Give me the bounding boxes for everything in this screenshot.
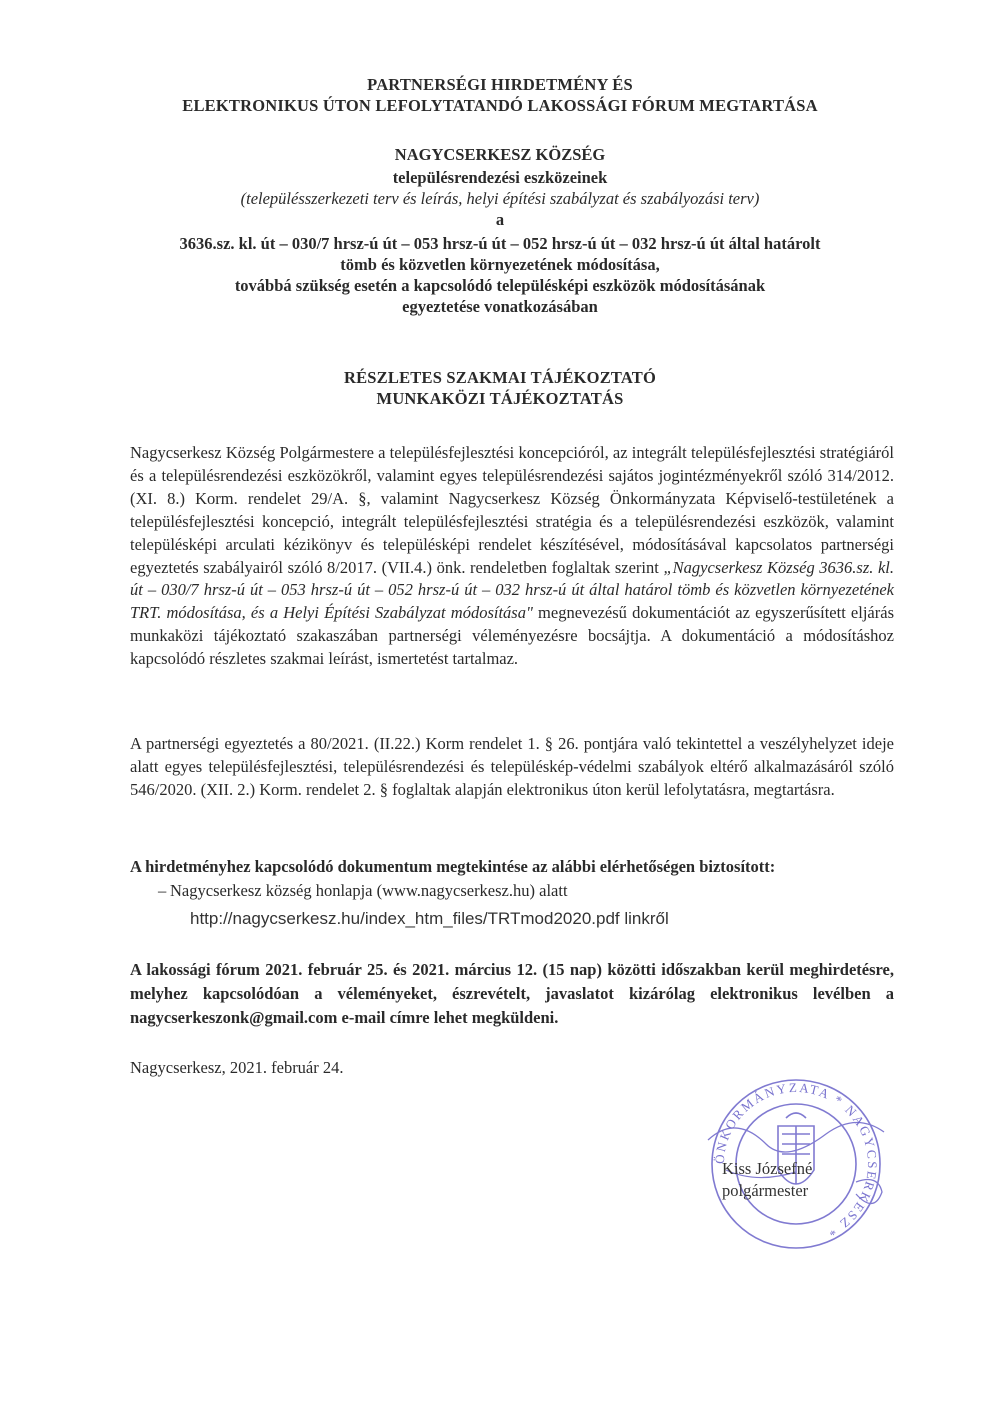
stamp-text: ÖNKORMÁNYZATA * NAGYCSERKESZ *	[711, 1079, 881, 1241]
document-title	[0, 74, 1000, 116]
main-paragraph-text-b: megnevezésű dokumentációt az egyszerűsített eljárás munkaközi tájékoztató szakaszában partnerségi véleményezésre bocsájtja. A dokumentáció a módosításhoz kapcsolódó részletes szakmai leírást, ismertetést tartalmaz.	[130, 603, 894, 669]
title-line-2: ELEKTRONIKUS ÚTON LEFOLYTATANDÓ LAKOSSÁGI FÓRUM MEGTARTÁSA	[182, 96, 818, 115]
subject-line-3: továbbá szükség esetén a kapcsolódó településképi eszközök módosításának	[234, 276, 766, 295]
signer-name: Kiss Józsefné	[722, 1159, 813, 1178]
main-paragraph	[130, 442, 894, 671]
document-access-item	[130, 880, 894, 902]
subject-block	[0, 144, 1000, 317]
main-paragraph-italic: „Nagycserkesz Község 3636.sz. kl. út – 030/7 hrsz-ú út – 053 hrsz-ú út – 052 hrsz-ú út – 032 hrsz-ú út által határol tömb és közvetlen környezetének TRT. módosítása, és a Helyi Építési Szabályzat módosítása"	[130, 557, 895, 623]
document-link[interactable]: http://nagycserkesz.hu/index_htm_files/TRTmod2020.pdf linkről	[190, 909, 669, 928]
info-line-2: MUNKAKÖZI TÁJÉKOZTATÁS	[376, 389, 624, 408]
tools-detail: (településszerkezeti terv és leírás, helyi építési szabályzat és szabályozási terv)	[240, 189, 760, 208]
legal-paragraph: A partnerségi egyeztetés a 80/2021. (II.22.) Korm rendelet 1. § 26. pontjára való tekintettel a veszélyhelyzet ideje alatt egyes településfejlesztési, településrendezési és településkép-védelmi szabályok eltérő alkalmazásáról szóló 546/2020. (XII. 2.) Korm. rendelet 2. § foglaltak alapján elektronikus úton kerül lefolytatásra, megtartásra.	[130, 734, 894, 799]
document-access-item-text: Nagycserkesz község honlapja (www.nagycserkesz.hu) alatt	[170, 881, 568, 900]
signature-block	[722, 1158, 812, 1202]
subject-line-2: tömb és közvetlen környezetének módosítása,	[340, 255, 660, 274]
tools-label: településrendezési eszközeinek	[392, 168, 608, 187]
forum-paragraph: A lakossági fórum 2021. február 25. és 2021. március 12. (15 nap) közötti időszakban kerül meghirdetésre, melyhez kapcsolódóan a véleményeket, észrevételt, javaslatot kizárólag elektronikus levélben a nagycserkeszonk@gmail.com e-mail címre lehet megküldeni.	[130, 960, 894, 1027]
subject-line-4: egyeztetése vonatkozásában	[402, 297, 598, 316]
subject-a: a	[495, 210, 505, 229]
signer-role: polgármester	[722, 1181, 809, 1200]
title-line-1: PARTNERSÉGI HIRDETMÉNY ÉS	[367, 75, 633, 94]
info-heading	[0, 367, 1000, 409]
subject-line-1: 3636.sz. kl. út – 030/7 hrsz-ú út – 053 hrsz-ú út – 052 hrsz-ú út – 032 hrsz-ú út által határolt	[179, 234, 821, 253]
main-paragraph-text-a: Nagycserkesz Község Polgármestere a településfejlesztési koncepcióról, az integrált településfejlesztési stratégiáról és a településrendezési eszközökről, valamint egyes településrendezési sajátos jogintézményekről szóló 314/2012. (XI. 8.) Korm. rendelet 29/A. §, valamint Nagycserkesz Község Önkormányzata Képviselő-testületének a településfejlesztési koncepció, integrált településfejlesztési stratégia és a településrendezési eszközök, valamint településképi arculati kézikönyv és településképi rendelet készítésével, módosításával kapcsolatos partnerségi egyeztetés szabályairól szóló 8/2017. (VII.4.) önk. rendeletben foglaltak szerint	[130, 443, 894, 577]
municipality-name: NAGYCSERKESZ KÖZSÉG	[394, 145, 606, 164]
date-line: Nagycserkesz, 2021. február 24.	[130, 1058, 344, 1077]
document-access-heading: A hirdetményhez kapcsolódó dokumentum megtekintése az alábbi elérhetőségen biztosított:	[130, 857, 776, 876]
info-line-1: RÉSZLETES SZAKMAI TÁJÉKOZTATÓ	[343, 368, 657, 387]
bullet-dash: –	[158, 881, 167, 900]
document-access-block	[130, 856, 894, 930]
